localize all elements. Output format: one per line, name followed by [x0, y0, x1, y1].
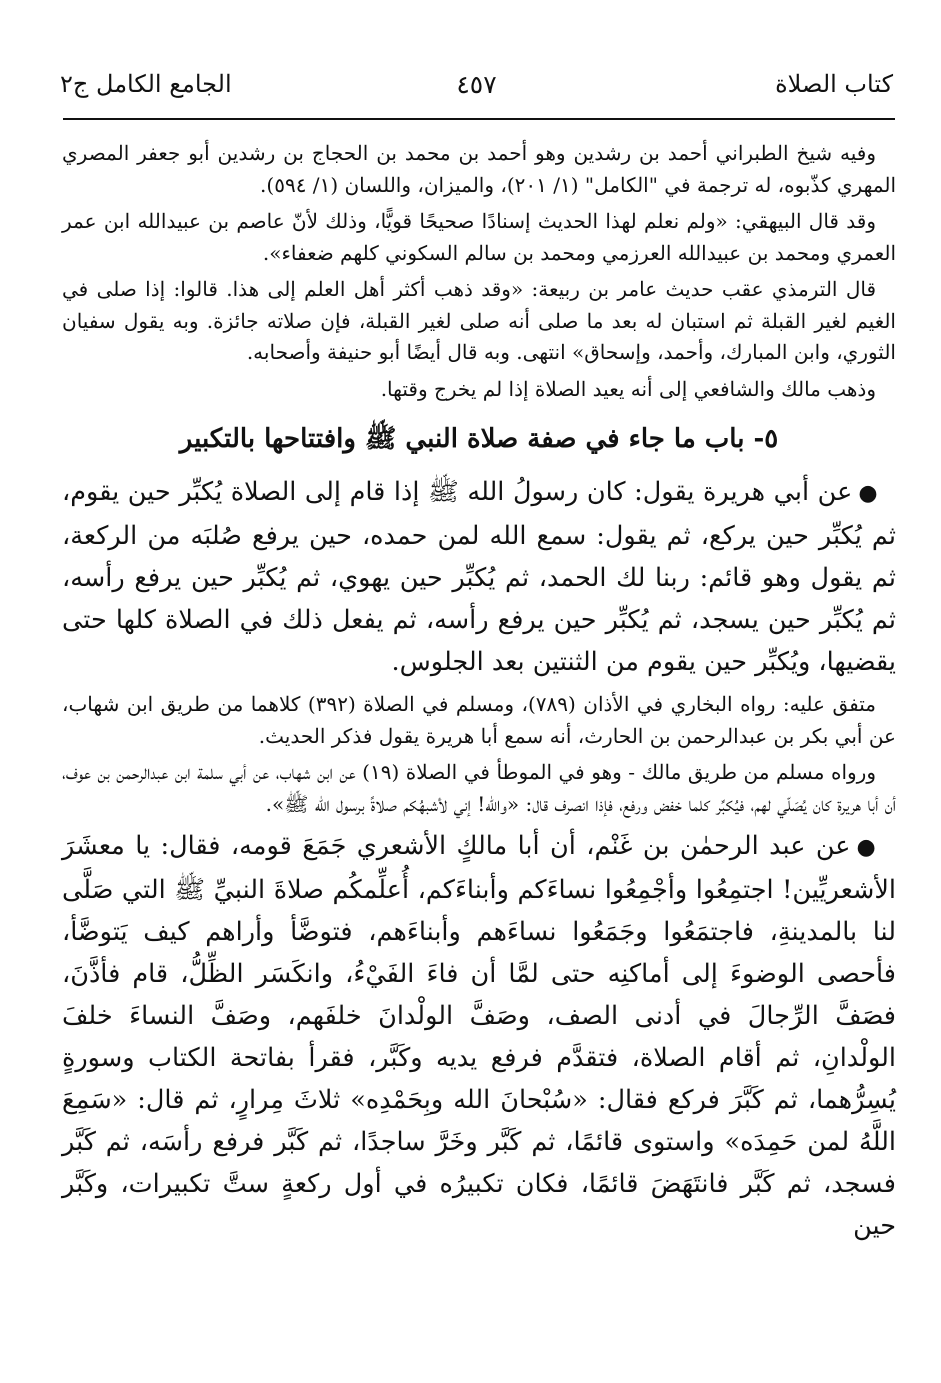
takhrij-paragraph: ورواه مسلم من طريق مالك - وهو في الموطأ في الصلاة (١٩) عن ابن شهاب، عن أبي سلمة ابن عبدالرحمن بن عوف، أن أبا هريرة كان يُصَلّي لهم، فيُكبِّر كلما خفض ورفع، فإذا انصرف قال: «والله! إني لأشبهُكم صلاةً برسول الله ﷺ». [62, 760, 896, 816]
footnote-paragraph: وفيه شيخ الطبراني أحمد بن رشدين وهو أحمد بن محمد بن الحجاج بن رشدين أبو جعفر المصري المهري كذّبوه، له ترجمة في "الكامل" (١/ ٢٠١)، والميزان، واللسان (١/ ٥٩٤). [62, 141, 896, 197]
hadith-paragraph [62, 471, 896, 683]
hadith-text: عن أبي هريرة يقول: كان رسولُ الله ﷺ إذا قام إلى الصلاة يُكبِّر حين يقوم، ثم يُكبِّر حين يركع، ثم يقول: سمع الله لمن حمده، حين يرفع صُلبَه من الركعة، ثم يقول وهو قائم: ربنا لك الحمد، ثم يُكبِّر حين يهوي، ثم يُكبِّر حين يرفع رأسه، ثم يُكبِّر حين يسجد، ثم يُكبِّر حين يرفع رأسه، ثم يفعل ذلك في الصلاة كلها حتى يقضيها، ويُكبِّر حين يقوم من الثنتين بعد الجلوس. [62, 477, 896, 677]
book-title: الجامع الكامل ج٢ [60, 70, 232, 98]
takhrij-paragraph: متفق عليه: رواه البخاري في الأذان (٧٨٩)، ومسلم في الصلاة (٣٩٢) كلاهما من طريق ابن شهاب، عن أبي بكر بن عبدالرحمن بن الحارث، أنه سمع أبا هريرة يقول فذكر الحديث. [62, 692, 896, 748]
hadith-text: عن عبد الرحمٰن بن غَنْم، أن أبا مالكٍ الأشعري جَمَعَ قومه، فقال: يا معشَرَ الأشعريِّين! اجتمِعُوا وأجْمِعُوا نساءَكم وأبناءَكم، أُعلِّمكُم صلاةَ النبيِّ ﷺ التي صَلَّى لنا بالمدينةِ، فاجتمَعُوا وجَمَعُوا نساءَهم وأبناءَهم، فتوضَّأ وأراهم كيف يَتوضَّأ، فأحصى الوضوءَ إلى أماكنِه حتى لمَّا أن فاءَ الفَيْءُ، وانكَسَر الظِّلُّ، قام فأذَّنَ، فصَفَّ الرِّجالَ في أدنى الصف، وصَفَّ الولْدانَ خلفَهم، وصَفَّ النساءَ خلفَ الولْدانِ، ثم أقام الصلاة، فتقدَّم فرفع يديه وكَبَّر، فقرأ بفاتحة الكتاب وسورةٍ يُسِرُّهما، ثم كَبَّرَ فركع فقال: «سُبْحانَ الله وبِحَمْدِه» ثلاثَ مِرارٍ، ثم قال: «سَمِعَ اللَّهُ لمن حَمِدَه» واستوى قائمًا، ثم كَبَّر وخَرَّ ساجدًا، ثم كَبَّر فرفع رأسَه، ثم كَبَّر فسجد، ثم كَبَّر فانتَهَضَ قائمًا، فكان تكبيرُه في أول ركعةٍ ستَّ تكبيرات، وكَبَّر حين [62, 831, 896, 1241]
header-divider [63, 118, 895, 120]
chapter-title: كتاب الصلاة [775, 70, 893, 98]
footnote-paragraph: وذهب مالك والشافعي إلى أنه يعيد الصلاة إذا لم يخرج وقتها. [380, 376, 876, 401]
bullet-icon: ● [858, 481, 879, 506]
page-number: ٤٥٧ [456, 70, 497, 99]
section-heading: ٥- باب ما جاء في صفة صلاة النبي ﷺ وافتتاحها بالتكبير [179, 424, 779, 454]
page-header [60, 66, 893, 114]
hadith-paragraph [62, 825, 896, 1247]
page-body [62, 138, 896, 1253]
footnote-paragraph: قال الترمذي عقب حديث عامر بن ربيعة: «وقد ذهب أكثر أهل العلم إلى هذا. قالوا: إذا صلى في الغيم لغير القبلة ثم استبان له بعد ما صلى أنه صلى لغير القبلة، فإن صلاته جائزة. وبه يقول سفيان الثوري، وابن المبارك، وأحمد، وإسحاق» انتهى. وبه قال أيضًا أبو حنيفة وأصحابه. [62, 277, 896, 364]
bullet-icon: ● [856, 835, 879, 860]
footnote-paragraph: وقد قال البيهقي: «ولم نعلم لهذا الحديث إسنادًا صحيحًا قويًّا، وذلك لأنّ عاصم بن عبيدالله ابن عمر العمري ومحمد بن عبيدالله العرزمي ومحمد بن سالم السكوني كلهم ضعفاء». [62, 209, 896, 265]
